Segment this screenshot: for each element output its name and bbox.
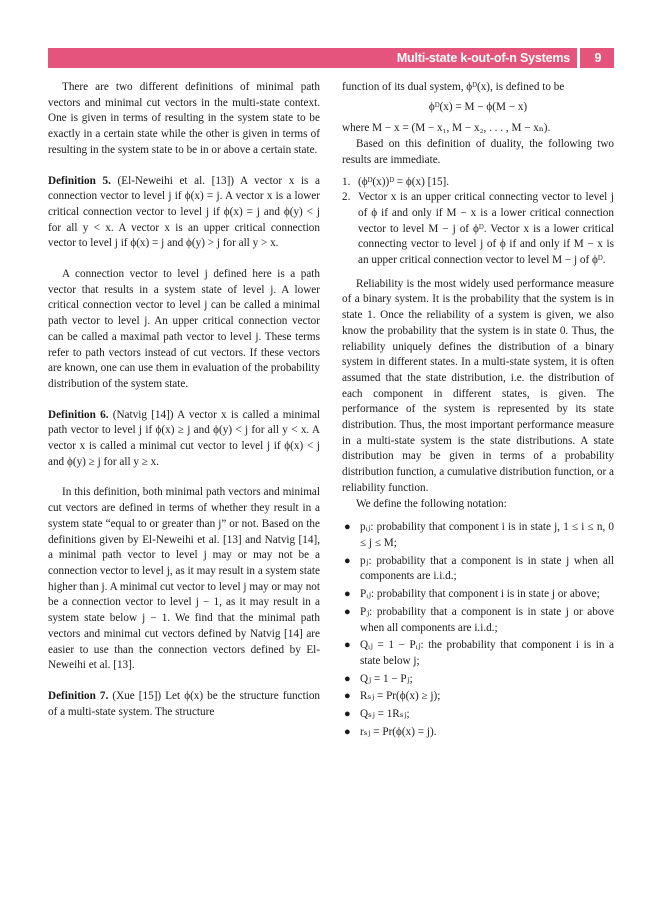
- notation-item: [342, 554, 614, 585]
- notation-text: Pⱼ: probability that a component is in state j or above when all components are i.i.d.;: [360, 605, 614, 634]
- notation-text: Qᵢⱼ = 1 − Pᵢⱼ: the probability that component i is in a state below j;: [360, 639, 614, 667]
- definition-5: [48, 174, 320, 253]
- comparison-paragraph: In this definition, both minimal path vectors and minimal cut vectors are defined in terms of whether they result in a system state “equal to or greater than j” or not. Based on the definitions given by El-Neweihi et al. [13] and Natvig [14], a minimal path vector to level j may or may not be a connection vector to level j, as it may result in a system state higher than j. A minimal cut vector to level j may or may not be a connection vector to level j − 1, as it may result in a system state below j − 1. We find that the minimal path vectors and minimal cut vectors defined by Natvig [14] are easier to use than the connection vectors defined by El-Neweihi et al. [13].: [48, 486, 320, 672]
- definition-7-continuation: function of its dual system, ϕᴰ(x), is defined to be: [342, 81, 565, 93]
- definition-5-heading: Definition 5.: [48, 174, 111, 187]
- notation-item: [342, 725, 614, 741]
- definition-6: [48, 408, 320, 471]
- definition-6-heading: Definition 6.: [48, 408, 109, 421]
- notation-item: [342, 672, 614, 688]
- running-header: [48, 48, 614, 68]
- notation-item: [342, 520, 614, 551]
- right-column: [342, 80, 614, 742]
- notation-item: [342, 587, 614, 603]
- bullet-icon: ●: [344, 690, 351, 703]
- notation-text: Rₛⱼ = Pr(ϕ(x) ≥ j);: [360, 690, 441, 703]
- result-text: (ϕᴰ(x))ᴰ = ϕ(x) [15].: [358, 175, 450, 188]
- bullet-icon: ●: [344, 521, 351, 534]
- notation-text: Qₛⱼ = 1Rₛⱼ;: [360, 708, 410, 721]
- reliability-paragraph: Reliability is the most widely used performance measure of a binary system. It is the probability that the system is in state 1. Once the reliability of a system is given, we also know the probability that the system is in state 0. Thus, the reliability uniquely defines the distribution of a binary system in different states. In a multi-state system, it is often assumed that the state distribution, i.e. the distribution of each component in different states, is given. The performance of the system is represented by its state distribution. Thus, the most important performance measure in a multi-state system is the state distributions. A state distribution may be given in terms of a probability distribution function, a cumulative distribution function, or a reliability function.: [342, 277, 614, 494]
- bullet-icon: ●: [344, 708, 351, 721]
- notation-item: [342, 605, 614, 636]
- notation-item: [342, 689, 614, 705]
- result-item: [342, 175, 614, 191]
- running-title: Multi-state k-out-of-n Systems: [396, 51, 570, 65]
- notation-intro: We define the following notation:: [356, 497, 507, 510]
- result-text: Vector x is an upper critical connecting vector to level j of ϕ if and only if M − x is a lower critical connection vector to level M − j of ϕᴰ. Vector x is a lower critical connecting vector to level j of ϕ if and only if M − x is an upper critical connection vector to level M − j of ϕᴰ.: [358, 191, 614, 267]
- result-number: 1.: [342, 175, 351, 188]
- notation-text: pᵢⱼ: probability that component i is in state j, 1 ≤ i ≤ n, 0 ≤ j ≤ M;: [360, 521, 614, 549]
- bullet-icon: ●: [344, 605, 351, 618]
- result-number: 2.: [342, 191, 351, 204]
- bullet-icon: ●: [344, 672, 351, 685]
- notation-list: [342, 520, 614, 740]
- notation-item: [342, 638, 614, 669]
- intro-paragraph: There are two different definitions of minimal path vectors and minimal cut vectors in the multi-state context. One is given in terms of resulting in the system state to be exactly in a certain state while the other is given in terms of resulting in the system state to be in or above a certain state.: [48, 81, 320, 156]
- bullet-icon: ●: [344, 588, 351, 601]
- bullet-icon: ●: [344, 725, 351, 738]
- page-number: 9: [594, 51, 602, 65]
- notation-text: Pᵢⱼ: probability that component i is in state j or above;: [360, 588, 600, 601]
- definition-7-body: (Xue [15]) Let ϕ(x) be the structure function of a multi-state system. The structure: [48, 689, 321, 718]
- definition-6-body: (Natvig [14]) A vector x is called a minimal path vector to level j if ϕ(x) ≥ j and ϕ(y) < j for all y < x. A vector x is called a minimal cut vector to level j if ϕ(x) < j and ϕ(y) ≥ j for all y ≥ x.: [48, 408, 321, 468]
- result-item: [342, 190, 614, 269]
- bullet-icon: ●: [344, 554, 351, 567]
- left-column: [48, 80, 320, 720]
- notation-text: rₛⱼ = Pr(ϕ(x) = j).: [360, 725, 437, 738]
- notation-item: [342, 707, 614, 723]
- where-clause: where M − x = (M − x₁, M − x₂, . . . , M − xₙ).: [342, 122, 551, 135]
- definition-7: [48, 689, 320, 720]
- header-divider: [577, 48, 580, 68]
- notation-text: pⱼ: probability that a component is in state j when all components are i.i.d.;: [360, 554, 614, 583]
- duality-paragraph: Based on this definition of duality, the following two results are immediate.: [342, 138, 614, 166]
- definition-5-body: (El-Neweihi et al. [13]) A vector x is a connection vector to level j if ϕ(x) = j. A vector x is a lower critical connection vector to level j if ϕ(x) = j and ϕ(y) < j for all y < x. A vector x is an upper critical connection vector to level j if ϕ(x) = j and ϕ(y) > j for all y > x.: [48, 174, 321, 250]
- dual-equation: ϕᴰ(x) = M − ϕ(M − x): [428, 100, 528, 113]
- definition-7-heading: Definition 7.: [48, 689, 109, 702]
- bullet-icon: ●: [344, 639, 351, 652]
- notation-text: Qⱼ = 1 − Pⱼ;: [360, 672, 413, 685]
- results-list: [342, 175, 614, 269]
- connection-vector-paragraph: A connection vector to level j defined here is a path vector that results in a system state of level j. A lower critical connection vector to level j can be called a minimal path vector to level j. An upper critical connection vector can be called a maximal path vector to level j. These terms refer to path vectors instead of cut vectors. If these vectors are known, one can use them in evaluation of the probability distribution of the system state.: [48, 268, 320, 390]
